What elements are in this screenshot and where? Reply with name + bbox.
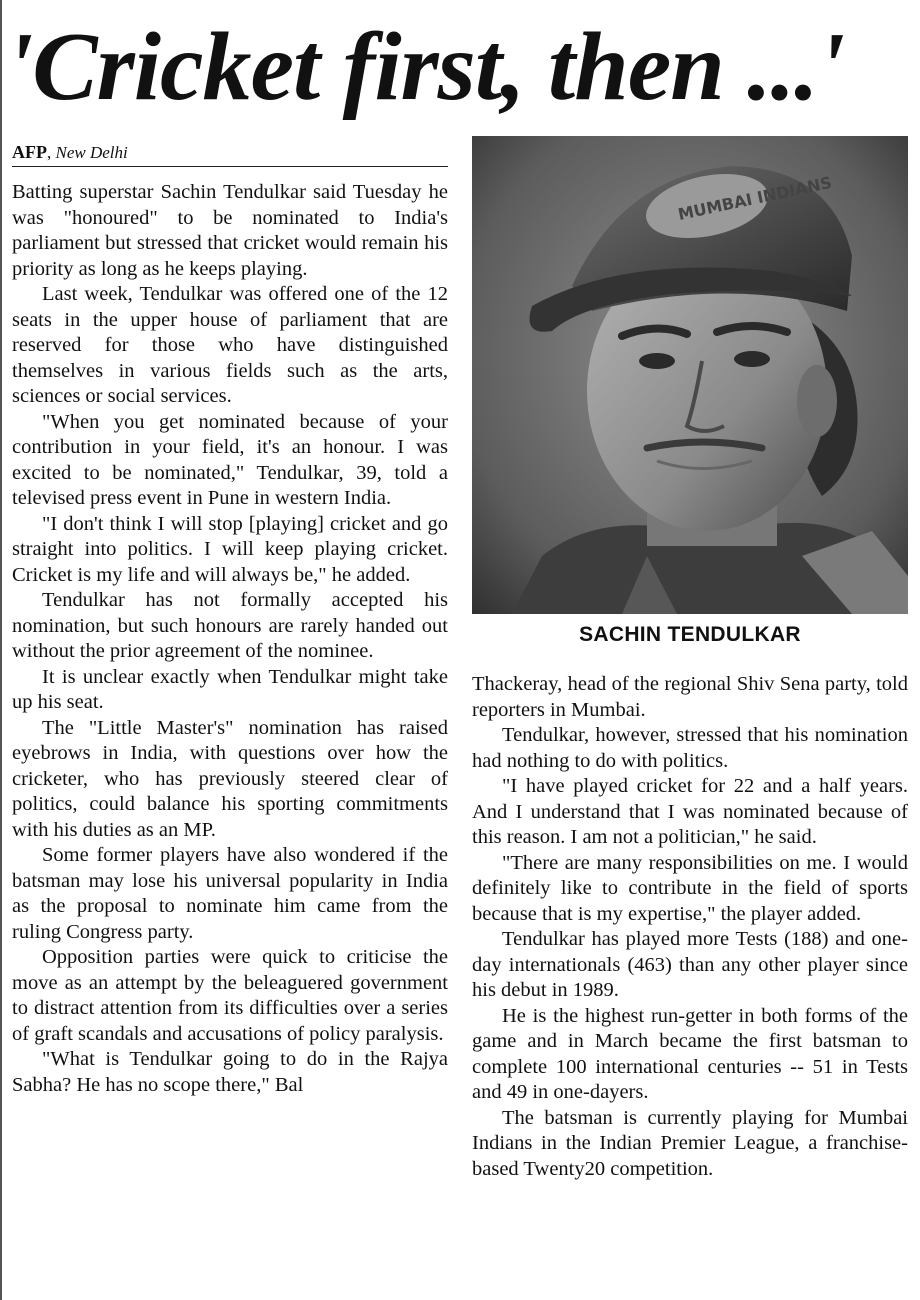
article-paragraph: The batsman is currently playing for Mumbai Indians in the Indian Premier League, a franchise-based Twenty20 competition. [472,1106,908,1180]
article-paragraph: The "Little Master's" nomination has raised eyebrows in India, with questions over how the cricketer, who has previously steered clear of politics, could balance his sporting commitments with his duties as an MP. [12,716,448,841]
article-column-left [12,180,448,1288]
article-paragraph: He is the highest run-getter in both forms of the game and in March became the first batsman to complete 100 international centuries -- 51 in Tests and 49 in one-dayers. [472,1004,908,1103]
article-paragraph: Tendulkar, however, stressed that his nomination had nothing to do with politics. [472,724,908,772]
byline-agency: AFP [12,142,47,162]
article-paragraph: Opposition parties were quick to criticise the move as an attempt by the beleaguered government to distract attention from its difficulties over a series of graft scandals and accusations of policy paralysis. [12,946,448,1045]
headline: 'Cricket first, then ...' [6,13,845,121]
byline [12,138,448,167]
byline-place: New Delhi [55,143,128,162]
article-paragraph: "I don't think I will stop [playing] cricket and go straight into politics. I will keep playing cricket. Cricket is my life and will always be," he added. [12,512,448,586]
article-paragraph: Last week, Tendulkar was offered one of the 12 seats in the upper house of parliament that are reserved for those who have distinguished themselves in various fields such as the arts, sciences or social services. [12,283,448,407]
left-eye [639,353,675,369]
article-paragraph: It is unclear exactly when Tendulkar might take up his seat. [12,665,448,713]
cap-logo-text: MUMBAI INDIANS [676,172,834,224]
right-eye [734,351,770,367]
article-paragraph: Some former players have also wondered if the batsman may lose his universal popularity in India as the proposal to nominate him came from the ruling Congress party. [12,844,448,943]
byline-separator: , [47,143,52,162]
clipping-edge [0,0,2,1300]
portrait-illustration [472,136,908,614]
article-paragraph: "There are many responsibilities on me. I would definitely like to contribute in the field of sports because that is my expertise," the player added. [472,851,908,925]
article-paragraph: Tendulkar has not formally accepted his nomination, but such honours are rarely handed out without the prior agreement of the nominee. [12,589,448,662]
article-paragraph: Thackeray, head of the regional Shiv Sena party, told reporters in Mumbai. [472,673,908,721]
article-paragraph: "What is Tendulkar going to do in the Rajya Sabha? He has no scope there," Bal [12,1048,448,1096]
ear-shape [797,365,837,437]
portrait-photo [472,136,908,614]
article-paragraph: Tendulkar has played more Tests (188) and one-day internationals (463) than any other player since his debut in 1989. [472,928,908,1001]
article-paragraph: Batting superstar Sachin Tendulkar said Tuesday he was "honoured" to be nominated to India's parliament but stressed that cricket would remain his priority as long as he keeps playing. [12,181,448,280]
article-column-right [472,672,908,1288]
article-paragraph: "When you get nominated because of your contribution in your field, it's an honour. I was excited to be nominated," Tendulkar, 39, told a televised press event in Pune in western India. [12,410,448,509]
article-paragraph: "I have played cricket for 22 and a half years. And I understand that I was nominated because of this reason. I am not a politician," he said. [472,775,908,848]
photo-caption: SACHIN TENDULKAR [579,623,801,646]
